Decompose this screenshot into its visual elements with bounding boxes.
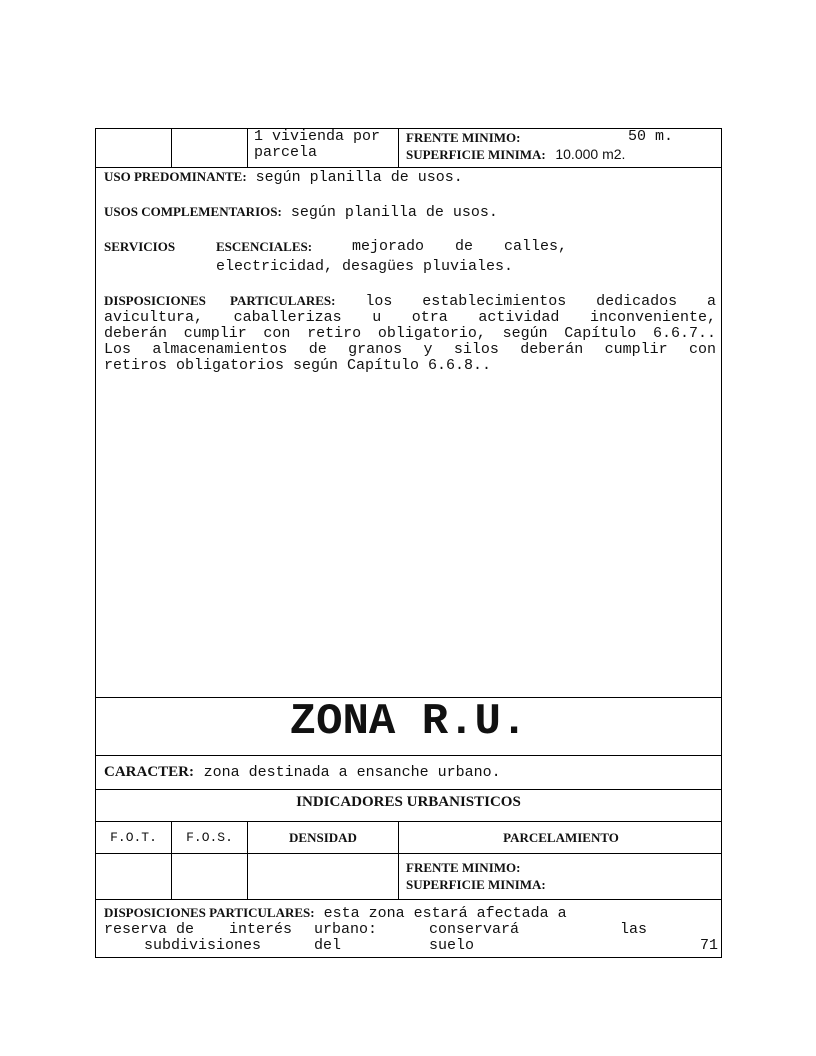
divider — [96, 755, 721, 756]
disp-line-5: retiros obligatorios según Capítulo 6.6.8.. — [104, 357, 492, 374]
caracter-row — [104, 763, 501, 781]
divider — [96, 899, 721, 900]
header-fos: F.O.S. — [186, 830, 233, 845]
page-number: 71 — [700, 937, 719, 954]
footer-text — [104, 905, 719, 954]
servicios-label-2: ESCENCIALES: — [216, 239, 313, 254]
footer-line-2: reserva de interés urbano: conservará las — [104, 921, 648, 938]
usos-comp-label: USOS COMPLEMENTARIOS: — [104, 204, 282, 219]
divider — [247, 129, 248, 167]
servicios-text-1: mejorado de calles, — [352, 238, 567, 255]
zone-description — [104, 169, 716, 374]
divider — [96, 789, 721, 790]
superficie-label: SUPERFICIE MINIMA: — [406, 877, 546, 892]
density-value: 1 vivienda por parcela — [254, 128, 381, 161]
frente-label: FRENTE MINIMO: — [406, 860, 521, 875]
servicios-text-2: electricidad, desagües pluviales. — [216, 258, 514, 275]
document-frame — [95, 128, 722, 958]
caracter-text: zona destinada a ensanche urbano. — [203, 764, 501, 781]
uso-text: según planilla de usos. — [255, 169, 463, 186]
indicadores-heading: INDICADORES URBANISTICOS — [296, 794, 521, 810]
zona-title: ZONA R.U. — [289, 697, 528, 747]
disp-line-3: deberán cumplir con retiro obligatorio, según Capítulo 6.6.7.. — [104, 325, 716, 342]
disp-line-4: Los almacenamientos de granos y silos deberán cumplir con — [104, 341, 716, 358]
disp-line-2: avicultura, caballerizas u otra actividad inconveniente, — [104, 309, 716, 326]
uso-label: USO PREDOMINANTE: — [104, 169, 247, 184]
divider — [96, 853, 721, 854]
footer-line-3: subdivisiones del suelo 71 — [144, 937, 719, 954]
superficie-label: SUPERFICIE MINIMA: — [406, 147, 546, 162]
parcelamiento-labels — [406, 860, 546, 893]
header-parcelamiento: PARCELAMIENTO — [503, 830, 619, 845]
caracter-label: CARACTER: — [104, 764, 194, 780]
frente-label: FRENTE MINIMO: — [406, 130, 521, 145]
superficie-value: 10.000 m2. — [555, 146, 626, 162]
parcelamiento-values — [406, 129, 706, 163]
disp-label: DISPOSICIONES PARTICULARES: — [104, 293, 336, 308]
footer-line-1: esta zona estará afectada a — [323, 905, 567, 922]
divider — [171, 129, 172, 167]
divider — [398, 129, 399, 167]
frente-value: 50 m. — [628, 128, 674, 145]
divider — [96, 167, 721, 168]
divider — [96, 821, 721, 822]
servicios-label-1: SERVICIOS — [104, 239, 176, 254]
header-fot: F.O.T. — [110, 830, 157, 845]
header-densidad: DENSIDAD — [289, 830, 357, 845]
footer-disp-label: DISPOSICIONES PARTICULARES: — [104, 905, 315, 920]
disp-line-1: los establecimientos dedicados a — [365, 293, 716, 310]
usos-comp-text: según planilla de usos. — [290, 204, 498, 221]
